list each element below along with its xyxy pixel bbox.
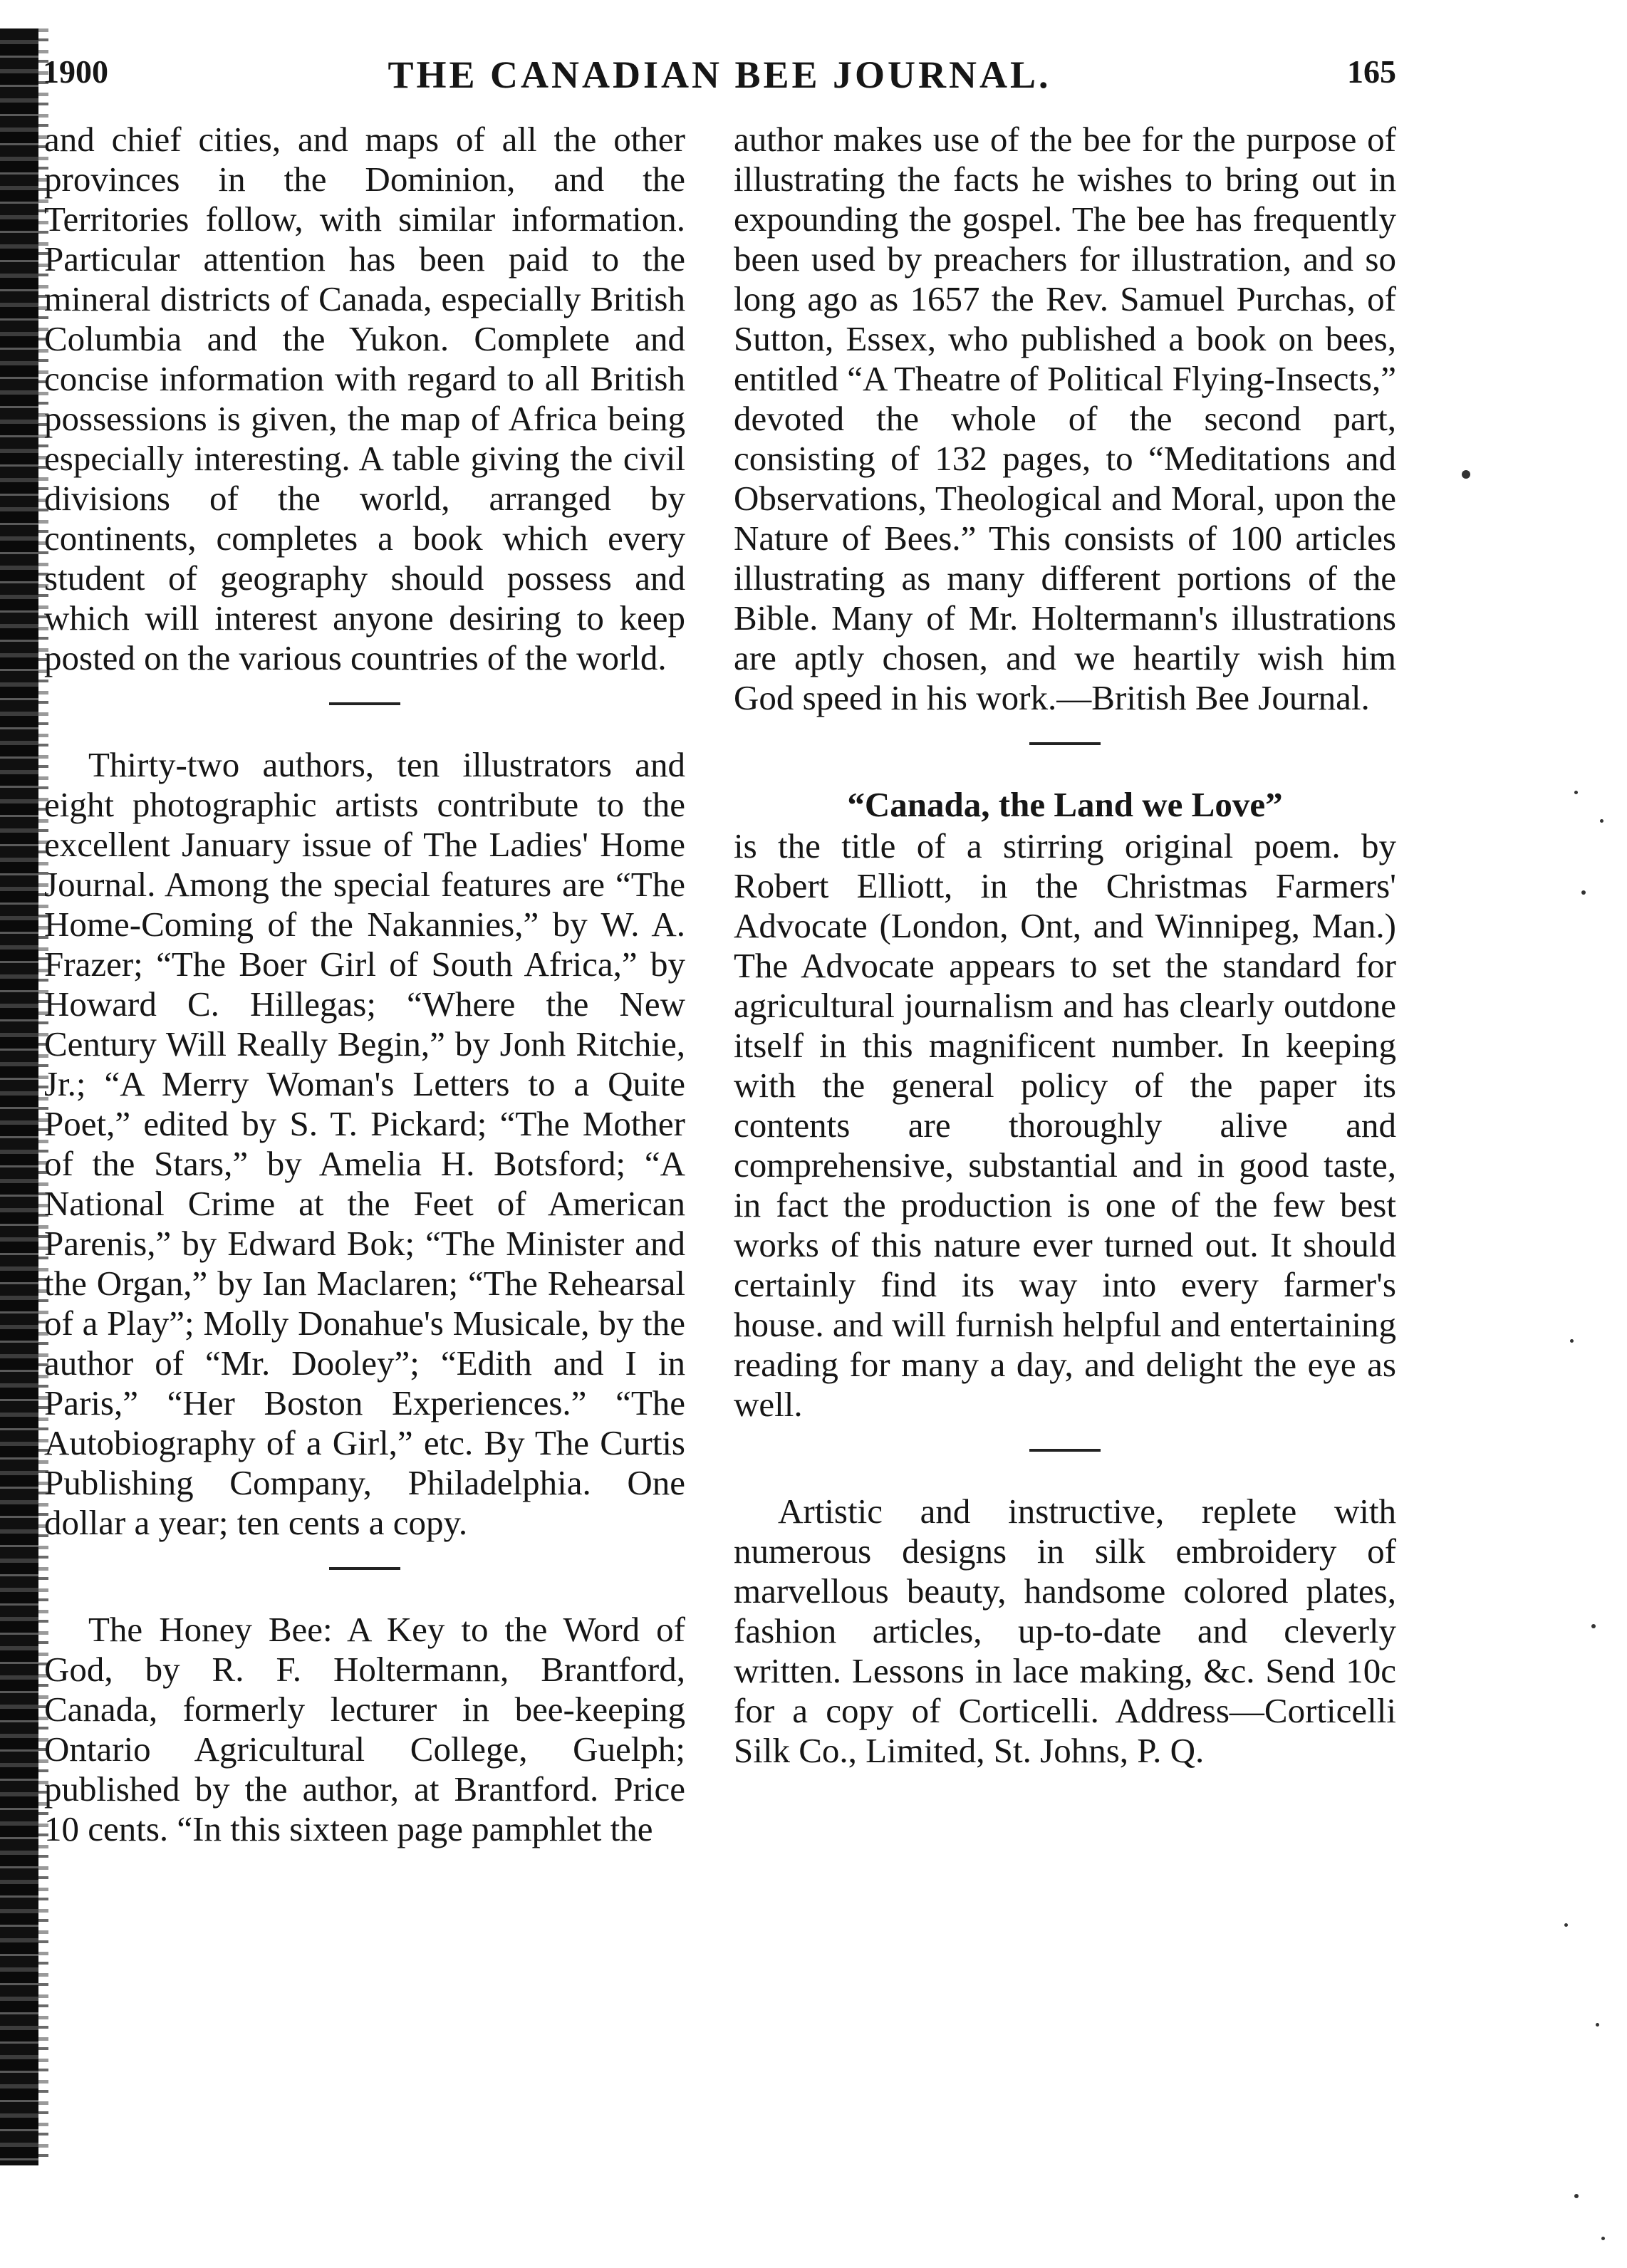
page-year: 1900 (43, 53, 108, 90)
page-header (43, 53, 1396, 110)
right-column (734, 120, 1396, 1771)
poem-heading: “Canada, the Land we Love” (847, 785, 1283, 824)
section-divider (329, 702, 400, 705)
bee-journal-continuation-paragraph: author makes use of the bee for the purpose of illustrating the facts he wishes to bring out in expounding the gospel. The bee has frequently been used by preachers for illustration, and so long ago as 1657 the Rev. Samuel Purchas, of Sutton, Essex, who published a book on bees, entitled “A Theatre of Political Flying-Insects,” devoted the whole of the second part, consisting of 132 pages, to “Meditations and Observations, Theological and Moral, upon the Nature of Bees.” This consists of 100 articles illustrating as many different portions of the Bible. Many of Mr. Holtermann's illustrations are aptly chosen, and we heartily wish him God speed in his work.—British Bee Journal. (734, 120, 1396, 717)
farmers-advocate-paragraph: is the title of a stirring original poem. by Robert Elliott, in the Christmas Farmers' Advocate (London, Ont, and Winnipeg, Man.) The Advocate appears to set the standard for agricultural journalism and has clearly outdone itself in this magnificent number. In keeping with the general policy of the paper its contents are thoroughly alive and comprehensive, substantial and in good taste, in fact the production is one of the few best works of this nature ever turned out. It should certainly find its way into every farmer's house. and will furnish helpful and entertaining reading for many a day, and delight the eye as well. (734, 826, 1396, 1424)
ladies-home-journal-paragraph: Thirty-two authors, ten illustrators and eight photographic artists contribute to the excellent January issue of The Ladies' Home Journal. Among the special features are “The Home-Coming of the Nakannies,” by W. A. Frazer; “The Boer Girl of South Africa,” by Howard C. Hillegas; “Where the New Century Will Really Begin,” by Jonh Ritchie, Jr.; “A Merry Woman's Letters to a Quite Poet,” edited by S. T. Pickard; “The Mother of the Stars,” by Amelia H. Botsford; “A National Crime at the Feet of American Parenis,” by Edward Bok; “The Minister and the Organ,” by Ian Maclaren; “The Rehearsal of a Play”; Molly Donahue's Musicale, by the author of “Mr. Dooley”; “Edith and I in Paris,” “Her Boston Experiences.” “The Autobiography of a Girl,” etc. By The Curtis Publishing Company, Philadelphia. One dollar a year; ten cents a copy. (44, 745, 685, 1542)
section-divider (1029, 742, 1101, 745)
page-number: 165 (1347, 53, 1396, 90)
section-divider (329, 1567, 400, 1570)
scan-noise (1413, 0, 1627, 2268)
honey-bee-pamphlet-paragraph: The Honey Bee: A Key to the Word of God, by R. F. Holtermann, Brantford, Canada, formerly lecturer in bee-keeping Ontario Agricultural College, Guelph; published by the author, at Brantford. Price 10 cents. “In this sixteen page pamphlet the (44, 1610, 685, 1848)
atlas-review-paragraph: and chief cities, and maps of all the other provinces in the Dominion, and the Territories follow, with similar information. Particular attention has been paid to the mineral districts of Canada, especially British Columbia and the Yukon. Complete and concise information with regard to all British possessions is given, the map of Africa being especially interesting. A table giving the civil divisions of the world, arranged by continents, completes a book which every student of geography should possess and which will interest anyone desiring to keep posted on the various countries of the world. (44, 120, 685, 677)
corticelli-advertisement-paragraph: Artistic and instructive, replete with numerous designs in silk embroidery of marvellous beauty, handsome colored plates, fashion articles, up-to-date and cleverly written. Lessons in lace making, &c. Send 10c for a copy of Corticelli. Address—Corticelli Silk Co., Limited, St. Johns, P. Q. (734, 1492, 1396, 1770)
left-column (44, 120, 685, 1849)
journal-title: THE CANADIAN BEE JOURNAL. (388, 53, 1051, 96)
section-divider (1029, 1449, 1101, 1452)
